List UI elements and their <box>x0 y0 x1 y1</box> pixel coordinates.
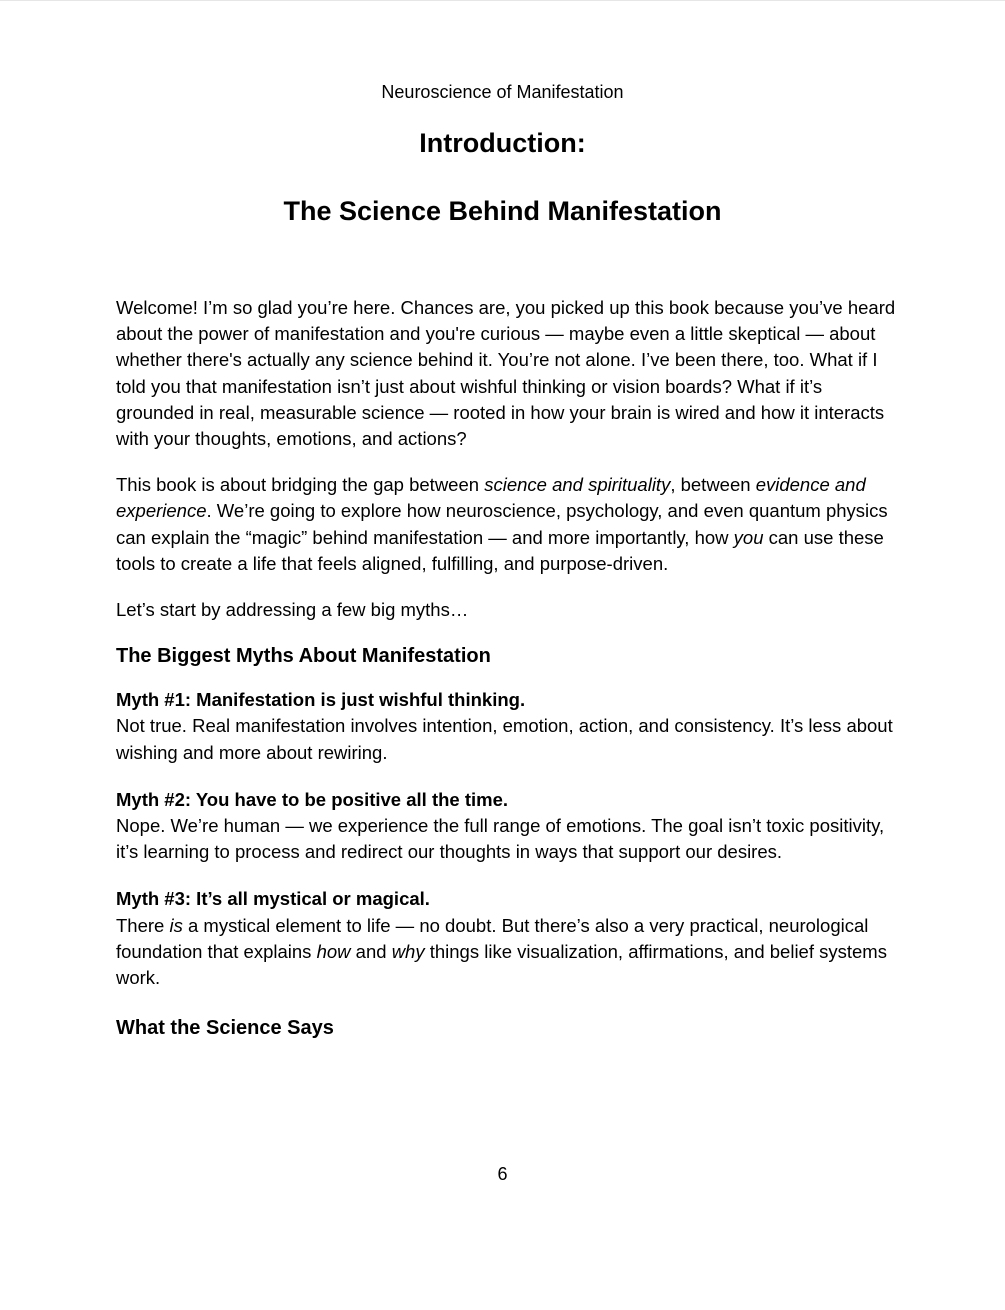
myth-1 <box>116 687 896 766</box>
myths-heading: The Biggest Myths About Manifestation <box>116 645 491 668</box>
myth-2-title: Myth #2: You have to be positive all the time. <box>116 788 509 810</box>
body-text <box>116 295 896 1059</box>
p2-text-c: , between <box>670 474 756 496</box>
page-number: 6 <box>497 1164 508 1184</box>
intro-paragraph-3: Let’s start by addressing a few big myths… <box>116 599 469 621</box>
p2-italic-science-spirituality: science and spirituality <box>484 474 671 496</box>
myth-3-italic-how: how <box>316 940 351 962</box>
myth-3-title: Myth #3: It’s all mystical or magical. <box>116 888 430 910</box>
myth-3-text-a: There <box>116 914 170 936</box>
myth-1-text: Not true. Real manifestation involves intention, emotion, action, and consistency. It’s less about wishing and more about rewiring. <box>116 715 893 763</box>
myth-3 <box>116 886 896 991</box>
myth-3-text-g: things like visualization, affirmations, and belief systems work. <box>116 940 887 989</box>
science-heading: What the Science Says <box>116 1017 334 1040</box>
myth-3-text-e: and <box>350 940 392 962</box>
myth-2 <box>116 787 896 866</box>
intro-paragraph-2 <box>116 472 896 577</box>
myth-3-italic-is: is <box>169 914 183 936</box>
p2-italic-evidence-experience: evidence and experience <box>116 474 866 522</box>
p2-text-g: can use these tools to create a life that feels aligned, fulfilling, and purpose-driven. <box>116 526 884 574</box>
myth-3-italic-why: why <box>391 940 425 962</box>
chapter-title-line-1: Introduction: <box>419 128 586 158</box>
intro-paragraph-1: Welcome! I’m so glad you’re here. Chances are, you picked up this book because you’ve heard about the power of manifestation and you're curious — maybe even a little skeptical — about whether there's actually any science behind it. You’re not alone. I’ve been there, too. What if I told you that manifestation isn’t just about wishful thinking or vision boards? What if it’s grounded in real, measurable science — rooted in how your brain is wired and how it interacts with your thoughts, emotions, and actions? <box>116 297 896 450</box>
p2-text-e: . We’re going to explore how neuroscience, psychology, and even quantum physics can explain the “magic” behind manifestation — and more importantly, how <box>116 500 888 548</box>
p2-text-a: This book is about bridging the gap between <box>116 474 485 496</box>
chapter-title-line-2: The Science Behind Manifestation <box>283 196 722 226</box>
myth-2-text: Nope. We’re human — we experience the full range of emotions. The goal isn’t toxic positivity, it’s learning to process and redirect our thoughts in ways that support our desires. <box>116 815 885 863</box>
p2-italic-you: you <box>733 526 764 548</box>
running-header: Neuroscience of Manifestation <box>381 82 624 102</box>
myth-3-text-c: a mystical element to life — no doubt. But there’s also a very practical, neurological foundation that explains <box>116 914 869 962</box>
myth-1-title: Myth #1: Manifestation is just wishful thinking. <box>116 689 526 711</box>
